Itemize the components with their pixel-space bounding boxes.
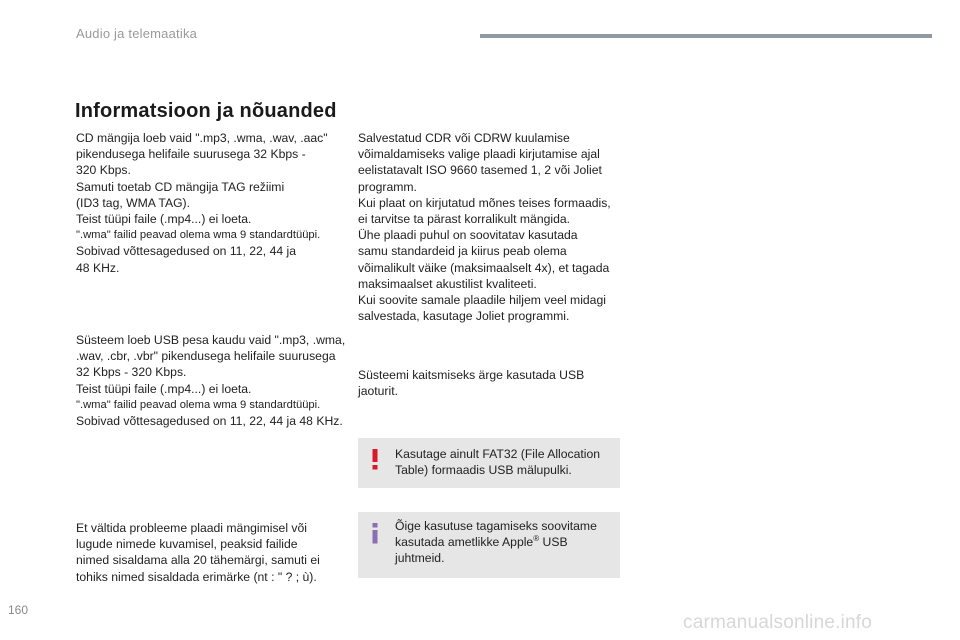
text-line: Samuti toetab CD mängija TAG režiimi [76,179,285,194]
text-line: võimaldamiseks valige plaadi kirjutamise ajal [358,147,600,162]
text-line: maksimaalset akustilist kvaliteeti. [358,276,537,291]
text-line: Sobivad võttesagedused on 11, 22, 44 ja 48 KHz. [76,414,343,429]
filename-tip-paragraph [76,520,320,585]
text-line: lugude nimede kuvamisel, peaksid failide [76,537,298,552]
text-line: Teist tüüpi faile (.mp4...) ei loeta. [76,212,252,227]
text-line: Et vältida probleeme plaadi mängimisel või [76,521,308,535]
text-line: ei tarvitse ta pärast korralikult mängida. [358,212,571,227]
text-line: jaoturit. [358,384,398,399]
info-text [395,518,597,566]
usb-info-paragraph [76,332,345,429]
exclamation-icon [368,448,382,470]
text-line [395,534,597,550]
text-line: .wav, .cbr, .vbr" pikendusega helifaile suurusega [76,349,336,364]
text-line: Sobivad võttesagedused on 11, 22, 44 ja [76,244,296,259]
text-line: juhtmeid. [395,551,445,565]
usb-hub-paragraph [358,367,584,399]
text-fragment: kasutada ametlikke Apple [395,535,534,549]
page-title: Informatsioon ja nõuanded [75,100,337,122]
text-line: ".wma" failid peavad olema wma 9 standardtüüpi. [76,398,321,411]
text-line: ".wma" failid peavad olema wma 9 standardtüüpi. [76,229,321,242]
text-line: samu standardeid ja kiirus peab olema [358,244,567,259]
text-line: (ID3 tag, WMA TAG). [76,195,190,210]
text-line: nimed sisaldama alla 20 tähemärgi, samuti ei [76,553,320,568]
info-icon [368,522,382,544]
text-line: Süsteemi kaitsmiseks ärge kasutada USB [358,368,585,382]
text-line: 320 Kbps. [76,163,131,178]
text-line: Süsteem loeb USB pesa kaudu vaid ".mp3, .wma, [76,333,346,347]
cd-info-paragraph [76,130,328,276]
info-notice [358,512,620,578]
text-line: tohiks nimed sisaldada erimärke (nt : " ? ; ù). [76,569,317,584]
text-line: eelistatavalt ISO 9660 tasemed 1, 2 või Joliet [358,163,602,178]
section-title: Audio ja telemaatika [76,26,198,41]
text-line: Teist tüüpi faile (.mp4...) ei loeta. [76,381,252,396]
text-line: võimalikult väike (maksimaalselt 4x), et tagada [358,260,610,275]
warning-text [395,446,600,478]
page-number: 160 [8,603,29,617]
registered-mark: ® [533,533,540,543]
warning-notice [358,438,620,488]
text-line: Ühe plaadi puhul on soovitatav kasutada [358,228,578,243]
text-line: Table) formaadis USB mälupulki. [395,463,572,477]
text-line: Salvestatud CDR või CDRW kuulamise [358,131,570,145]
text-line: CD mängija loeb vaid ".mp3, .wma, .wav, .aac" [76,131,328,145]
text-line: programm. [358,179,417,194]
text-line: Õige kasutuse tagamiseks soovitame [395,519,597,533]
cdr-info-paragraph [358,130,611,324]
watermark: carmanualsonline.info [683,612,873,633]
text-line: Kasutage ainult FAT32 (File Allocation [395,447,601,461]
text-line: 48 KHz. [76,260,120,275]
text-fragment: USB [539,535,568,549]
text-line: Kui soovite samale plaadile hiljem veel midagi [358,293,606,308]
text-line: pikendusega helifaile suurusega 32 Kbps - [76,147,306,162]
text-line: Kui plaat on kirjutatud mõnes teises formaadis, [358,195,611,210]
header-bar [480,34,932,38]
text-line: 32 Kbps - 320 Kbps. [76,365,187,380]
text-line: salvestada, kasutage Joliet programmi. [358,309,570,324]
